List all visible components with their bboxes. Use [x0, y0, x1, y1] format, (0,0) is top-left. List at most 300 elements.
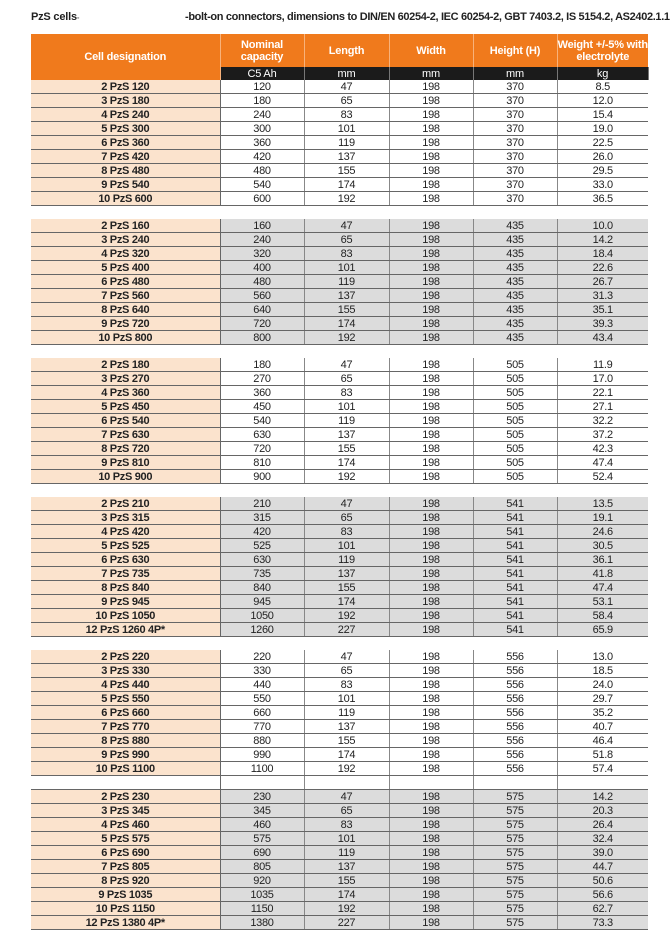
table-row [31, 456, 648, 470]
cell-designation-cell: 6 PzS 540 [31, 414, 220, 428]
length-cell: 174 [304, 748, 389, 762]
cell-designation-cell: 6 PzS 660 [31, 706, 220, 720]
height-cell: 556 [473, 748, 557, 762]
weight-cell: 47.4 [557, 456, 648, 470]
weight-cell: 32.2 [557, 414, 648, 428]
length-cell: 47 [304, 219, 389, 233]
height-cell: 541 [473, 525, 557, 539]
height-cell: 541 [473, 595, 557, 609]
width-cell: 198 [389, 247, 473, 261]
weight-cell: 40.7 [557, 720, 648, 734]
separator-cell [389, 484, 473, 498]
width-cell: 198 [389, 331, 473, 345]
height-cell: 575 [473, 860, 557, 874]
length-cell: 192 [304, 331, 389, 345]
weight-cell: 18.5 [557, 664, 648, 678]
height-cell: 575 [473, 916, 557, 930]
cell-designation-cell: 4 PzS 240 [31, 108, 220, 122]
cell-designation-cell: 9 PzS 720 [31, 317, 220, 331]
nominal-capacity-cell: 345 [220, 804, 304, 818]
nominal-capacity-cell: 550 [220, 692, 304, 706]
length-cell: 83 [304, 525, 389, 539]
nominal-capacity-cell: 210 [220, 497, 304, 511]
table-row [31, 762, 648, 776]
nominal-capacity-cell: 920 [220, 874, 304, 888]
height-cell: 556 [473, 734, 557, 748]
cell-designation-cell: 2 PzS 120 [31, 80, 220, 94]
cell-designation-cell: 8 PzS 640 [31, 303, 220, 317]
width-cell: 198 [389, 150, 473, 164]
cell-designation-cell: 7 PzS 420 [31, 150, 220, 164]
height-cell: 541 [473, 609, 557, 623]
height-cell: 505 [473, 358, 557, 372]
weight-cell: 12.0 [557, 94, 648, 108]
title-mark: ◦ [76, 15, 80, 22]
nominal-capacity-cell: 300 [220, 122, 304, 136]
separator-cell [31, 345, 220, 359]
separator-cell [389, 637, 473, 651]
length-cell: 192 [304, 470, 389, 484]
weight-cell: 33.0 [557, 178, 648, 192]
unit-weight: kg [557, 67, 648, 80]
weight-cell: 29.5 [557, 164, 648, 178]
height-cell: 556 [473, 720, 557, 734]
length-cell: 137 [304, 150, 389, 164]
weight-cell: 22.6 [557, 261, 648, 275]
nominal-capacity-cell: 450 [220, 400, 304, 414]
length-cell: 174 [304, 317, 389, 331]
length-cell: 83 [304, 818, 389, 832]
table-row [31, 888, 648, 902]
length-cell: 65 [304, 664, 389, 678]
cell-designation-cell: 8 PzS 480 [31, 164, 220, 178]
width-cell: 198 [389, 261, 473, 275]
height-cell: 370 [473, 94, 557, 108]
width-cell: 198 [389, 164, 473, 178]
cell-designation-cell: 6 PzS 480 [31, 275, 220, 289]
weight-cell: 18.4 [557, 247, 648, 261]
nominal-capacity-cell: 220 [220, 650, 304, 664]
table-row [31, 846, 648, 860]
weight-cell: 52.4 [557, 470, 648, 484]
length-cell: 155 [304, 164, 389, 178]
weight-cell: 46.4 [557, 734, 648, 748]
table-row [31, 581, 648, 595]
length-cell: 137 [304, 860, 389, 874]
nominal-capacity-cell: 270 [220, 372, 304, 386]
height-cell: 435 [473, 247, 557, 261]
nominal-capacity-cell: 720 [220, 442, 304, 456]
height-cell: 370 [473, 192, 557, 206]
length-cell: 101 [304, 400, 389, 414]
nominal-capacity-cell: 460 [220, 818, 304, 832]
nominal-capacity-cell: 575 [220, 832, 304, 846]
weight-cell: 8.5 [557, 80, 648, 94]
cell-designation-cell: 2 PzS 210 [31, 497, 220, 511]
cell-designation-cell: 8 PzS 720 [31, 442, 220, 456]
cell-designation-cell: 7 PzS 630 [31, 428, 220, 442]
width-cell: 198 [389, 553, 473, 567]
cell-designation-cell: 8 PzS 920 [31, 874, 220, 888]
width-cell: 198 [389, 275, 473, 289]
cell-designation-cell: 6 PzS 690 [31, 846, 220, 860]
nominal-capacity-cell: 630 [220, 428, 304, 442]
header-weight: Weight +/-5% with electrolyte [557, 34, 648, 67]
cell-designation-cell: 12 PzS 1260 4P* [31, 623, 220, 637]
weight-cell: 41.8 [557, 567, 648, 581]
cell-designation-cell: 5 PzS 300 [31, 122, 220, 136]
weight-cell: 31.3 [557, 289, 648, 303]
weight-cell: 62.7 [557, 902, 648, 916]
table-row [31, 692, 648, 706]
cell-designation-cell: 5 PzS 550 [31, 692, 220, 706]
length-cell: 192 [304, 902, 389, 916]
table-row [31, 609, 648, 623]
nominal-capacity-cell: 690 [220, 846, 304, 860]
table-row [31, 678, 648, 692]
nominal-capacity-cell: 720 [220, 317, 304, 331]
width-cell: 198 [389, 664, 473, 678]
table-row [31, 860, 648, 874]
height-cell: 575 [473, 902, 557, 916]
length-cell: 119 [304, 553, 389, 567]
table-row [31, 219, 648, 233]
width-cell: 198 [389, 902, 473, 916]
width-cell: 198 [389, 818, 473, 832]
length-cell: 65 [304, 372, 389, 386]
length-cell: 192 [304, 762, 389, 776]
width-cell: 198 [389, 748, 473, 762]
length-cell: 119 [304, 275, 389, 289]
width-cell: 198 [389, 94, 473, 108]
nominal-capacity-cell: 810 [220, 456, 304, 470]
length-cell: 192 [304, 609, 389, 623]
length-cell: 65 [304, 804, 389, 818]
separator-cell [473, 484, 557, 498]
weight-cell: 19.0 [557, 122, 648, 136]
weight-cell: 35.1 [557, 303, 648, 317]
header-width: Width [389, 34, 473, 67]
cell-designation-cell: 7 PzS 735 [31, 567, 220, 581]
column-header-row [31, 34, 648, 67]
cell-designation-cell: 4 PzS 320 [31, 247, 220, 261]
cell-designation-cell: 9 PzS 945 [31, 595, 220, 609]
header-height: Height (H) [473, 34, 557, 67]
cell-designation-cell: 2 PzS 180 [31, 358, 220, 372]
weight-cell: 53.1 [557, 595, 648, 609]
length-cell: 174 [304, 595, 389, 609]
weight-cell: 19.1 [557, 511, 648, 525]
nominal-capacity-cell: 1050 [220, 609, 304, 623]
length-cell: 155 [304, 303, 389, 317]
table-row [31, 372, 648, 386]
unit-capacity: C5 Ah [220, 67, 304, 80]
width-cell: 198 [389, 762, 473, 776]
separator-cell [557, 776, 648, 790]
height-cell: 435 [473, 233, 557, 247]
weight-cell: 29.7 [557, 692, 648, 706]
weight-cell: 42.3 [557, 442, 648, 456]
separator-cell [304, 637, 389, 651]
cell-designation-cell: 4 PzS 360 [31, 386, 220, 400]
weight-cell: 14.2 [557, 790, 648, 804]
separator-cell [31, 484, 220, 498]
table-row [31, 442, 648, 456]
width-cell: 198 [389, 678, 473, 692]
cell-designation-cell: 10 PzS 1150 [31, 902, 220, 916]
separator-cell [473, 776, 557, 790]
cell-designation-cell: 4 PzS 440 [31, 678, 220, 692]
width-cell: 198 [389, 623, 473, 637]
width-cell: 198 [389, 832, 473, 846]
nominal-capacity-cell: 1260 [220, 623, 304, 637]
weight-cell: 44.7 [557, 860, 648, 874]
length-cell: 174 [304, 456, 389, 470]
weight-cell: 56.6 [557, 888, 648, 902]
group-separator-row [31, 637, 648, 651]
width-cell: 198 [389, 650, 473, 664]
nominal-capacity-cell: 480 [220, 164, 304, 178]
nominal-capacity-cell: 540 [220, 414, 304, 428]
height-cell: 575 [473, 818, 557, 832]
weight-cell: 57.4 [557, 762, 648, 776]
weight-cell: 20.3 [557, 804, 648, 818]
nominal-capacity-cell: 480 [220, 275, 304, 289]
height-cell: 370 [473, 80, 557, 94]
weight-cell: 47.4 [557, 581, 648, 595]
length-cell: 119 [304, 136, 389, 150]
length-cell: 227 [304, 916, 389, 930]
height-cell: 505 [473, 470, 557, 484]
cell-designation-cell: 2 PzS 160 [31, 219, 220, 233]
table-row [31, 525, 648, 539]
length-cell: 119 [304, 846, 389, 860]
separator-cell [31, 776, 220, 790]
cell-designation-cell: 5 PzS 400 [31, 261, 220, 275]
height-cell: 505 [473, 386, 557, 400]
height-cell: 505 [473, 372, 557, 386]
table-row [31, 428, 648, 442]
cell-designation-cell: 5 PzS 575 [31, 832, 220, 846]
width-cell: 198 [389, 595, 473, 609]
height-cell: 541 [473, 553, 557, 567]
cell-designation-cell: 10 PzS 1100 [31, 762, 220, 776]
weight-cell: 13.0 [557, 650, 648, 664]
nominal-capacity-cell: 440 [220, 678, 304, 692]
length-cell: 137 [304, 720, 389, 734]
weight-cell: 10.0 [557, 219, 648, 233]
table-row [31, 470, 648, 484]
table-row [31, 261, 648, 275]
separator-cell [220, 776, 304, 790]
table-row [31, 832, 648, 846]
cell-designation-cell: 8 PzS 880 [31, 734, 220, 748]
title-text: PzS cells [31, 11, 77, 23]
width-cell: 198 [389, 916, 473, 930]
table-row [31, 303, 648, 317]
width-cell: 198 [389, 539, 473, 553]
weight-cell: 14.2 [557, 233, 648, 247]
width-cell: 198 [389, 874, 473, 888]
cell-designation-cell: 3 PzS 180 [31, 94, 220, 108]
separator-cell [473, 345, 557, 359]
length-cell: 119 [304, 414, 389, 428]
length-cell: 47 [304, 358, 389, 372]
width-cell: 198 [389, 386, 473, 400]
nominal-capacity-cell: 525 [220, 539, 304, 553]
width-cell: 198 [389, 525, 473, 539]
nominal-capacity-cell: 230 [220, 790, 304, 804]
nominal-capacity-cell: 330 [220, 664, 304, 678]
length-cell: 47 [304, 80, 389, 94]
table-row [31, 275, 648, 289]
cell-designation-cell: 7 PzS 560 [31, 289, 220, 303]
group-separator-row [31, 345, 648, 359]
cell-designation-cell: 4 PzS 420 [31, 525, 220, 539]
width-cell: 198 [389, 219, 473, 233]
nominal-capacity-cell: 945 [220, 595, 304, 609]
separator-cell [557, 637, 648, 651]
nominal-capacity-cell: 180 [220, 358, 304, 372]
separator-cell [473, 637, 557, 651]
width-cell: 198 [389, 456, 473, 470]
table-row [31, 916, 648, 930]
table-row [31, 706, 648, 720]
height-cell: 541 [473, 581, 557, 595]
length-cell: 101 [304, 832, 389, 846]
width-cell: 198 [389, 804, 473, 818]
separator-cell [304, 776, 389, 790]
table-body [31, 80, 648, 930]
table-row [31, 734, 648, 748]
nominal-capacity-cell: 600 [220, 192, 304, 206]
table-row [31, 595, 648, 609]
width-cell: 198 [389, 609, 473, 623]
table-row [31, 136, 648, 150]
table-row [31, 386, 648, 400]
width-cell: 198 [389, 428, 473, 442]
nominal-capacity-cell: 240 [220, 108, 304, 122]
width-cell: 198 [389, 136, 473, 150]
nominal-capacity-cell: 800 [220, 331, 304, 345]
table-row [31, 664, 648, 678]
width-cell: 198 [389, 358, 473, 372]
table-row [31, 80, 648, 94]
height-cell: 541 [473, 567, 557, 581]
table-row [31, 553, 648, 567]
weight-cell: 50.6 [557, 874, 648, 888]
nominal-capacity-cell: 315 [220, 511, 304, 525]
nominal-capacity-cell: 540 [220, 178, 304, 192]
header-nominal-capacity: Nominal capacity [220, 34, 304, 67]
nominal-capacity-cell: 735 [220, 567, 304, 581]
nominal-capacity-cell: 420 [220, 150, 304, 164]
separator-cell [31, 206, 220, 220]
width-cell: 198 [389, 289, 473, 303]
table-row [31, 358, 648, 372]
height-cell: 370 [473, 122, 557, 136]
height-cell: 556 [473, 664, 557, 678]
width-cell: 198 [389, 846, 473, 860]
table-row [31, 567, 648, 581]
width-cell: 198 [389, 734, 473, 748]
length-cell: 192 [304, 192, 389, 206]
cell-designation-cell: 2 PzS 230 [31, 790, 220, 804]
header-cell-designation: Cell designation [31, 34, 220, 80]
weight-cell: 26.4 [557, 818, 648, 832]
nominal-capacity-cell: 420 [220, 525, 304, 539]
height-cell: 505 [473, 428, 557, 442]
height-cell: 575 [473, 790, 557, 804]
height-cell: 575 [473, 846, 557, 860]
length-cell: 83 [304, 108, 389, 122]
height-cell: 541 [473, 623, 557, 637]
cell-designation-cell: 3 PzS 345 [31, 804, 220, 818]
table-row [31, 804, 648, 818]
nominal-capacity-cell: 120 [220, 80, 304, 94]
width-cell: 198 [389, 400, 473, 414]
table-row [31, 748, 648, 762]
length-cell: 47 [304, 497, 389, 511]
width-cell: 198 [389, 511, 473, 525]
weight-cell: 58.4 [557, 609, 648, 623]
height-cell: 505 [473, 400, 557, 414]
nominal-capacity-cell: 660 [220, 706, 304, 720]
cell-designation-cell: 9 PzS 1035 [31, 888, 220, 902]
weight-cell: 65.9 [557, 623, 648, 637]
weight-cell: 15.4 [557, 108, 648, 122]
table-row [31, 874, 648, 888]
height-cell: 370 [473, 178, 557, 192]
nominal-capacity-cell: 1100 [220, 762, 304, 776]
height-cell: 370 [473, 150, 557, 164]
width-cell: 198 [389, 317, 473, 331]
weight-cell: 13.5 [557, 497, 648, 511]
cell-designation-cell: 5 PzS 450 [31, 400, 220, 414]
table-row [31, 122, 648, 136]
nominal-capacity-cell: 805 [220, 860, 304, 874]
width-cell: 198 [389, 414, 473, 428]
weight-cell: 36.5 [557, 192, 648, 206]
nominal-capacity-cell: 640 [220, 303, 304, 317]
height-cell: 541 [473, 497, 557, 511]
table-row [31, 289, 648, 303]
cell-designation-cell: 3 PzS 330 [31, 664, 220, 678]
cell-designation-cell: 3 PzS 315 [31, 511, 220, 525]
cell-designation-cell: 8 PzS 840 [31, 581, 220, 595]
cell-designation-cell: 3 PzS 270 [31, 372, 220, 386]
length-cell: 155 [304, 734, 389, 748]
nominal-capacity-cell: 1035 [220, 888, 304, 902]
separator-cell [304, 206, 389, 220]
width-cell: 198 [389, 372, 473, 386]
weight-cell: 39.0 [557, 846, 648, 860]
cell-designation-cell: 9 PzS 810 [31, 456, 220, 470]
length-cell: 174 [304, 178, 389, 192]
width-cell: 198 [389, 80, 473, 94]
length-cell: 101 [304, 692, 389, 706]
length-cell: 65 [304, 233, 389, 247]
cell-designation-cell: 9 PzS 990 [31, 748, 220, 762]
nominal-capacity-cell: 880 [220, 734, 304, 748]
width-cell: 198 [389, 567, 473, 581]
table-row [31, 650, 648, 664]
height-cell: 435 [473, 303, 557, 317]
width-cell: 198 [389, 581, 473, 595]
cell-designation-cell: 5 PzS 525 [31, 539, 220, 553]
unit-width: mm [389, 67, 473, 80]
weight-cell: 22.1 [557, 386, 648, 400]
